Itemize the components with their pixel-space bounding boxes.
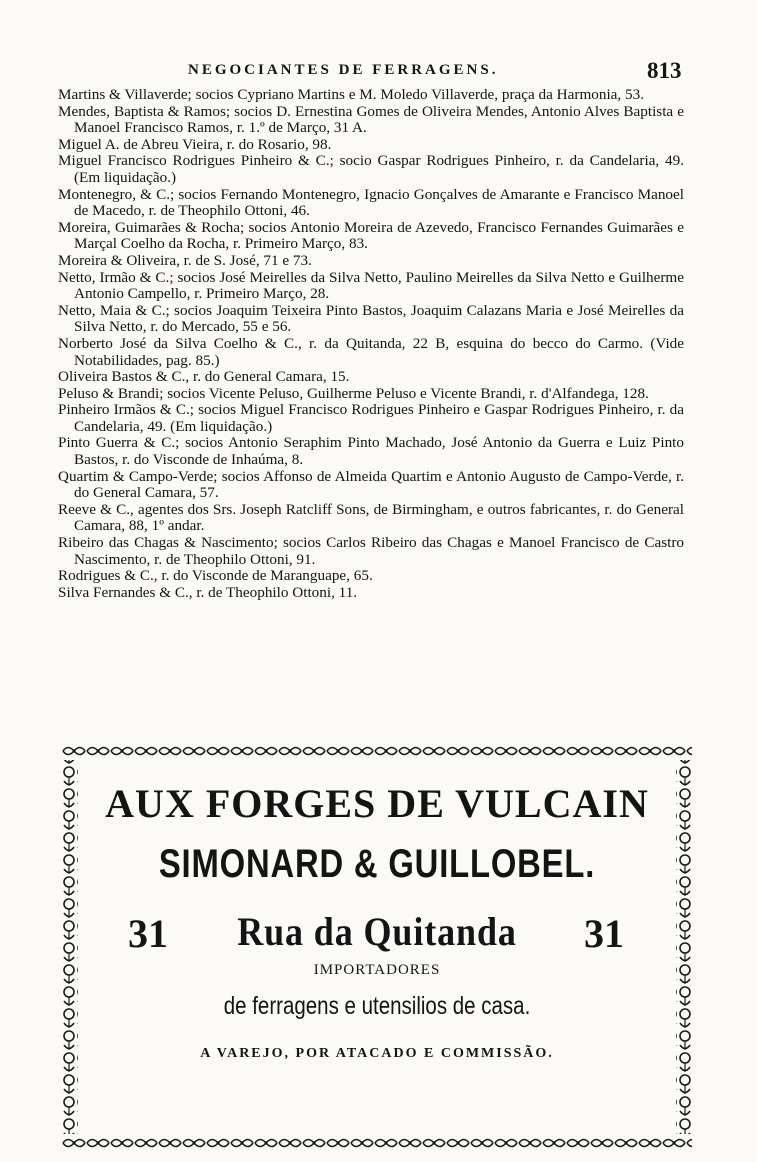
ad-importers: IMPORTADORES: [313, 962, 441, 978]
directory-entry: Norberto José da Silva Coelho & C., r. da Quitanda, 22 B, esquina do becco do Carmo. (Vide Notabilidades, pag. 85.): [58, 334, 684, 369]
directory-entry: Netto, Irmão & C.; socios José Meirelles da Silva Netto, Paulino Meirelles da Silva Netto e Guilherme Antonio Campello, r. Primeiro Março, 28.: [58, 268, 684, 303]
directory-entries: [58, 87, 684, 601]
directory-entry: Peluso & Brandi; socios Vicente Peluso, Guilherme Peluso e Vicente Brandi, r. d'Alfandega, 128.: [58, 384, 649, 402]
directory-entry: Moreira & Oliveira, r. de S. José, 71 e 73.: [58, 251, 312, 269]
directory-entry: Miguel Francisco Rodrigues Pinheiro & C.; socio Gaspar Rodrigues Pinheiro, r. da Candelaria, 49. (Em liquidação.): [58, 152, 684, 186]
directory-entry: Reeve & C., agentes dos Srs. Joseph Ratcliff Sons, de Birmingham, e outros fabricantes, r. do General Camara, 88, 1º andar.: [58, 500, 684, 535]
ad-terms: A VAREJO, POR ATACADO E COMMISSÃO.: [200, 1046, 554, 1061]
directory-entry: Netto, Maia & C.; socios Joaquim Teixeira Pinto Bastos, Joaquim Calazans Maria e José Meirelles da Silva Netto, r. do Mercado, 55 e 56.: [58, 301, 684, 336]
directory-entry: Pinheiro Irmãos & C.; socios Miguel Francisco Rodrigues Pinheiro e Gaspar Rodrigues Pinheiro, r. da Candelaria, 49. (Em liquidação.): [58, 401, 684, 435]
ad-street: Rua da Quitanda: [237, 909, 517, 954]
directory-entry: Rodrigues & C., r. do Visconde de Maranguape, 65.: [58, 567, 373, 585]
directory-entry: Moreira, Guimarães & Rocha; socios Antonio Moreira de Azevedo, Francisco Fernandes Guimarães e Marçal Coelho da Rocha, r. Primeiro Março, 83.: [58, 218, 684, 253]
running-title: NEGOCIANTES DE FERRAGENS.: [188, 62, 499, 78]
directory-entry: Mendes, Baptista & Ramos; socios D. Ernestina Gomes de Oliveira Mendes, Antonio Alves Baptista e Manoel Francisco Ramos, r. 1.º de Março, 31 A.: [58, 102, 684, 137]
ad-firm-name: SIMONARD & GUILLOBEL.: [158, 842, 596, 886]
directory-entry: Silva Fernandes & C., r. de Theophilo Ottoni, 11.: [58, 583, 358, 601]
directory-entry: Quartim & Campo-Verde; socios Affonso de Almeida Quartim e Antonio Augusto de Campo-Verde, r. do General Camara, 57.: [58, 467, 684, 502]
page-number: 813: [647, 58, 682, 83]
advertisement-box: [62, 744, 692, 1150]
ad-goods: de ferragens e utensilios de casa.: [223, 992, 531, 1020]
directory-entry: Pinto Guerra & C.; socios Antonio Seraphim Pinto Machado, José Antonio da Guerra e Luiz Pinto Bastos, r. do Visconde de Inhaúma, 8.: [58, 434, 684, 469]
ad-headline: AUX FORGES DE VULCAIN: [105, 781, 649, 826]
directory-entry: Oliveira Bastos & C., r. do General Camara, 15.: [58, 368, 350, 386]
directory-entry: Montenegro, & C.; socios Fernando Montenegro, Ignacio Gonçalves de Amarante e Francisco Manoel de Macedo, r. de Theophilo Ottoni, 46.: [58, 185, 684, 220]
directory-entry: Ribeiro das Chagas & Nascimento; socios Carlos Ribeiro das Chagas e Manoel Francisco de Castro Nascimento, r. de Theophilo Ottoni, 91.: [58, 534, 684, 568]
directory-entry: Martins & Villaverde; socios Cypriano Martins e M. Moledo Villaverde, praça da Harmonia, 53.: [58, 86, 644, 103]
directory-entry: Miguel A. de Abreu Vieira, r. do Rosario, 98.: [58, 135, 332, 153]
ad-address-number-right: 31: [584, 911, 624, 956]
ad-address-number-left: 31: [128, 911, 168, 956]
